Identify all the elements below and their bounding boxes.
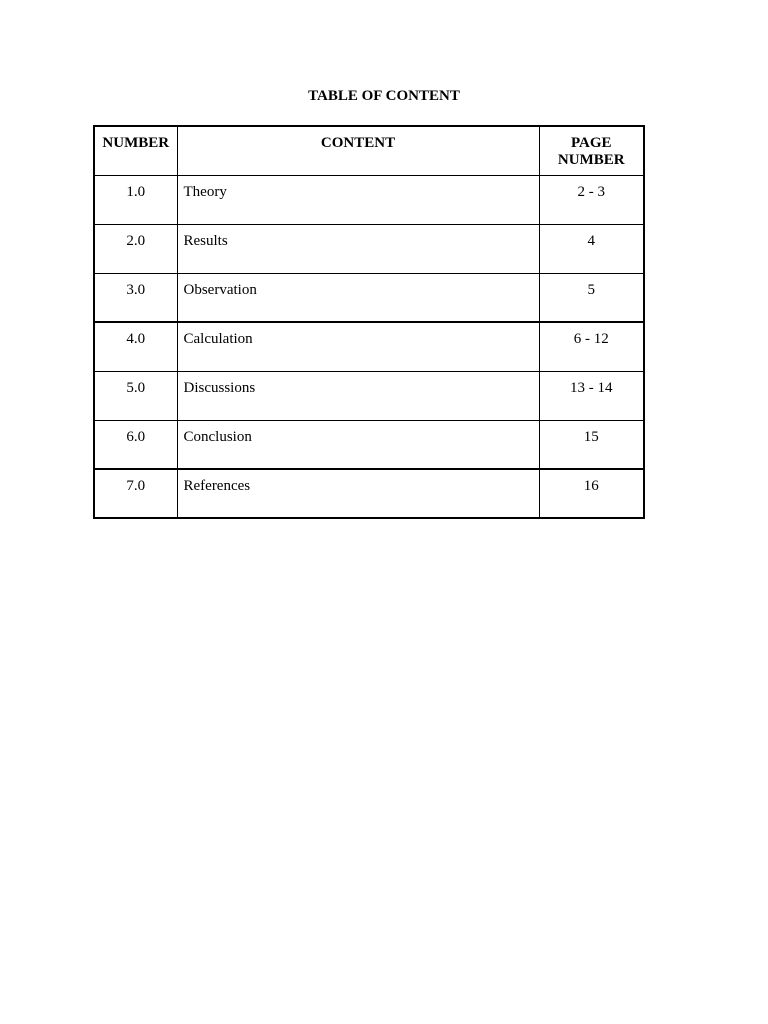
row-page: 5 xyxy=(539,273,644,322)
table-row xyxy=(94,420,644,469)
row-page: 6 - 12 xyxy=(539,322,644,371)
row-page: 4 xyxy=(539,224,644,273)
table-row xyxy=(94,371,644,420)
table-row xyxy=(94,469,644,518)
row-page: 15 xyxy=(539,420,644,469)
header-page-line1: PAGE xyxy=(570,135,612,151)
table-row xyxy=(94,322,644,371)
row-number: 5.0 xyxy=(94,371,177,420)
table-row xyxy=(94,273,644,322)
header-page-line2: NUMBER xyxy=(557,152,625,168)
row-number: 7.0 xyxy=(94,469,177,518)
row-content: Discussions xyxy=(177,371,539,420)
row-content: Theory xyxy=(177,175,539,224)
header-page-number xyxy=(539,126,644,175)
row-number: 2.0 xyxy=(94,224,177,273)
row-content: Calculation xyxy=(177,322,539,371)
row-number: 4.0 xyxy=(94,322,177,371)
row-number: 1.0 xyxy=(94,175,177,224)
row-page: 2 - 3 xyxy=(539,175,644,224)
table-row xyxy=(94,175,644,224)
row-number: 3.0 xyxy=(94,273,177,322)
table-of-contents xyxy=(93,125,645,519)
header-content: CONTENT xyxy=(177,126,539,175)
row-page: 16 xyxy=(539,469,644,518)
table-row xyxy=(94,224,644,273)
row-content: Conclusion xyxy=(177,420,539,469)
row-page: 13 - 14 xyxy=(539,371,644,420)
row-content: References xyxy=(177,469,539,518)
row-content: Observation xyxy=(177,273,539,322)
page-title: TABLE OF CONTENT xyxy=(308,88,460,104)
row-content: Results xyxy=(177,224,539,273)
header-number: NUMBER xyxy=(94,126,177,175)
row-number: 6.0 xyxy=(94,420,177,469)
table-header-row xyxy=(94,126,644,175)
